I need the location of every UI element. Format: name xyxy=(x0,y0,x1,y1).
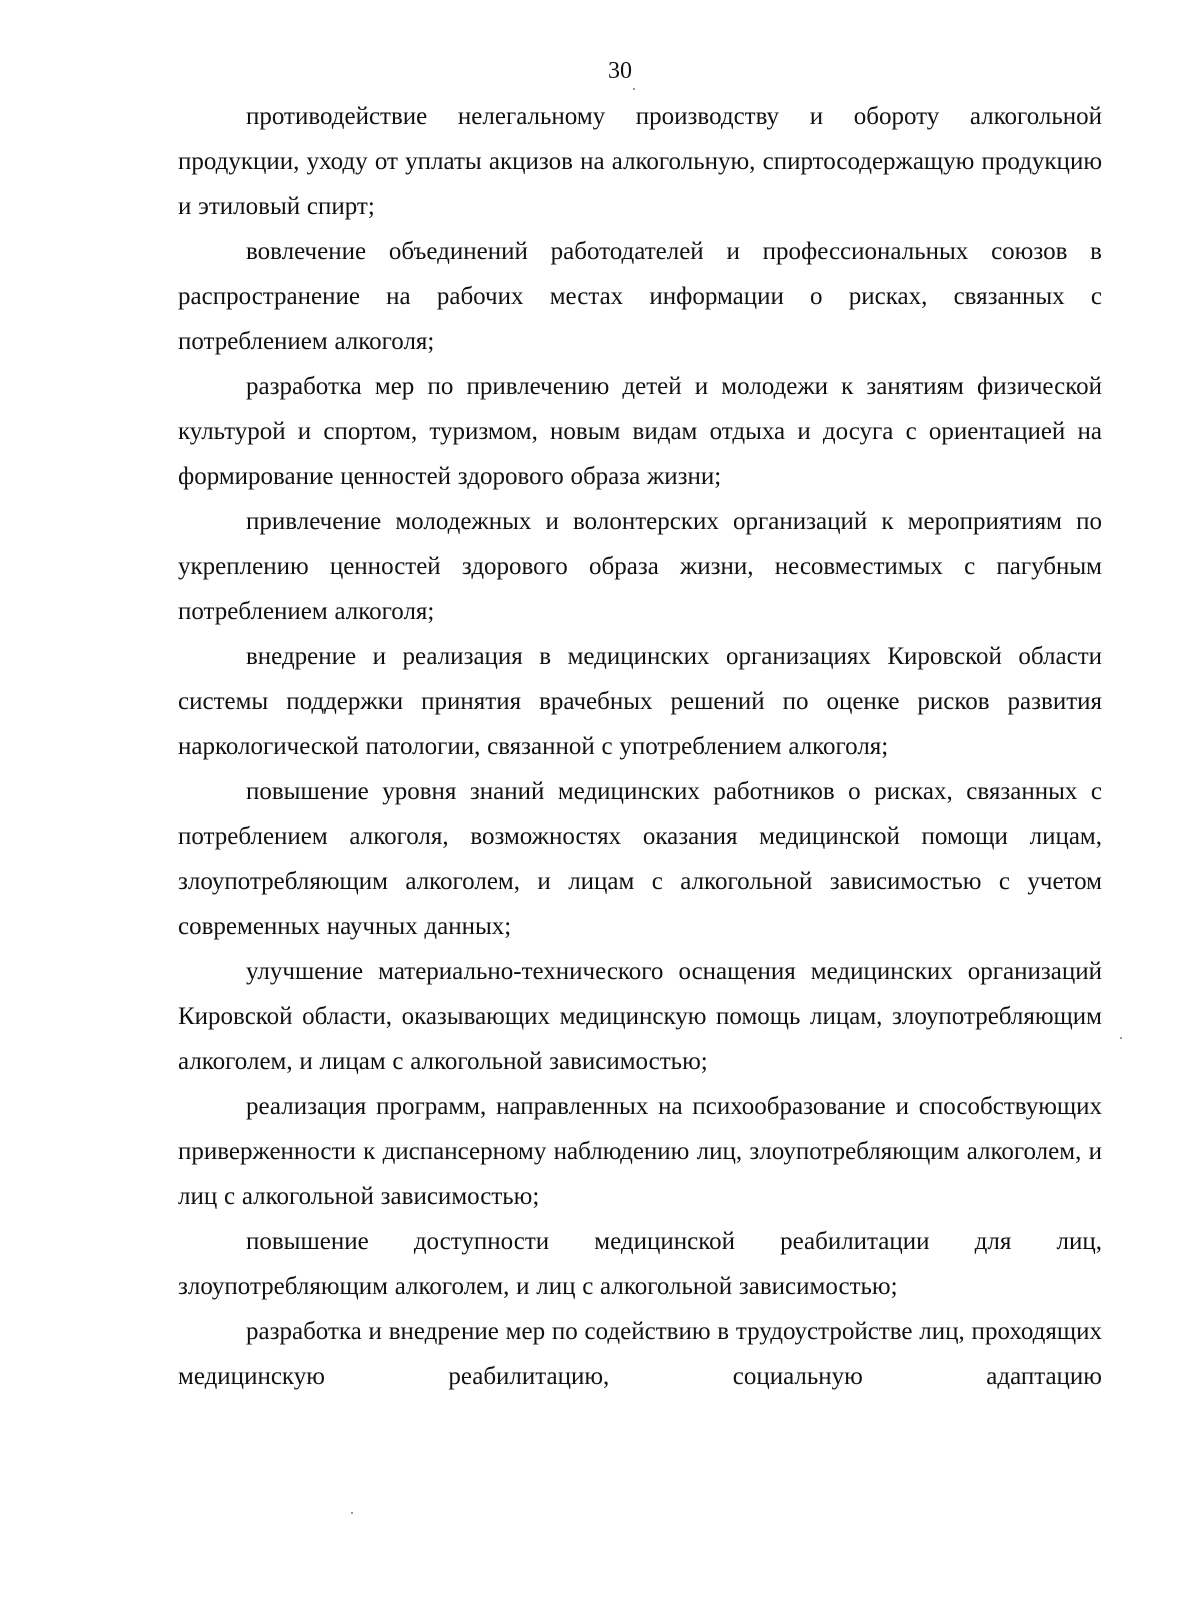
paragraph-2: вовлечение объединений работодателей и профессиональных союзов в распространение на рабочих местах информации о рисках, связанных с потреблением алкоголя; xyxy=(178,238,1102,355)
paragraph-1: противодействие нелегальному производству и обороту алкогольной продукции, уходу от уплаты акцизов на алкогольную, спиртосодержащую продукцию и этиловый спирт; xyxy=(178,103,1102,220)
paragraph-6: повышение уровня знаний медицинских работников о рисках, связанных с потреблением алкоголя, возможностях оказания медицинской помощи лицам, злоупотребляющим алкоголем, и лицам с алкогольной зависимостью с учетом современных научных данных; xyxy=(178,778,1102,940)
paragraph-7: улучшение материально-технического оснащения медицинских организаций Кировской области, оказывающих медицинскую помощь лицам, злоупотребляющим алкоголем, и лицам с алкогольной зависимостью; xyxy=(178,958,1102,1075)
scan-speck xyxy=(351,1512,353,1514)
scan-speck xyxy=(1120,1037,1122,1039)
paragraph-9: повышение доступности медицинской реабилитации для лиц, злоупотребляющим алкоголем, и лиц с алкогольной зависимостью; xyxy=(178,1228,1102,1300)
page-number: 30 xyxy=(608,58,632,84)
paragraph-5: внедрение и реализация в медицинских организациях Кировской области системы поддержки принятия врачебных решений по оценке рисков развития наркологической патологии, связанной с употреблением алкоголя; xyxy=(178,643,1102,760)
paragraph-8: реализация программ, направленных на психообразование и способствующих приверженности к диспансерному наблюдению лиц, злоупотребляющим алкоголем, и лиц с алкогольной зависимостью; xyxy=(178,1093,1102,1210)
paragraph-4: привлечение молодежных и волонтерских организаций к мероприятиям по укреплению ценностей здорового образа жизни, несовместимых с пагубным потреблением алкоголя; xyxy=(178,508,1102,625)
paragraph-10: разработка и внедрение мер по содействию в трудоустройстве лиц, проходящих медицинскую реабилитацию, социальную адаптацию xyxy=(178,1318,1102,1390)
scan-speck xyxy=(633,88,635,90)
paragraph-3: разработка мер по привлечению детей и молодежи к занятиям физической культурой и спортом, туризмом, новым видам отдыха и досуга с ориентацией на формирование ценностей здорового образа жизни; xyxy=(178,373,1102,490)
document-body xyxy=(178,94,1102,1399)
